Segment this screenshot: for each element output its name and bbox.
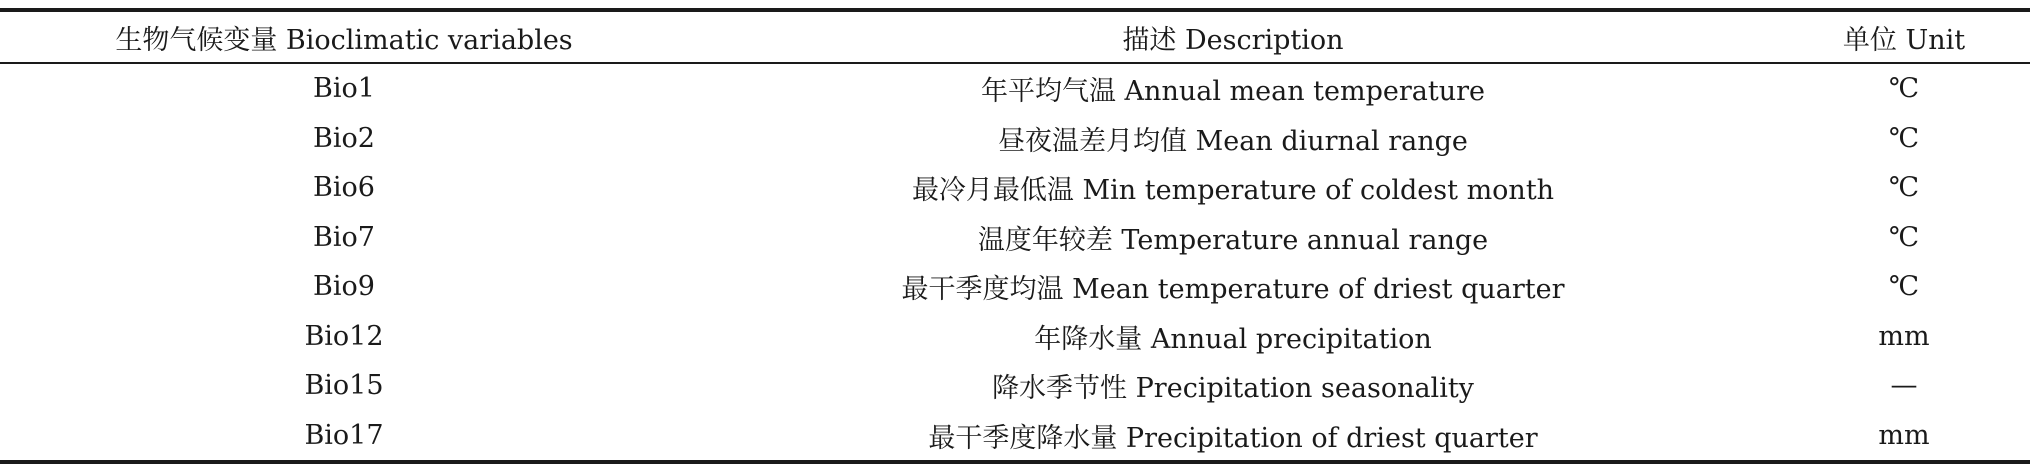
header-unit: 单位 Unit [1842, 24, 1966, 56]
cell-variable: Bio17 [304, 419, 384, 451]
table-row [0, 262, 2030, 312]
header-variable: 生物气候变量 Bioclimatic variables [115, 24, 573, 56]
cell-description: 昼夜温差月均值 Mean diurnal range [998, 125, 1468, 157]
cell-unit: ℃ [1888, 122, 1920, 154]
table-body [0, 63, 2030, 462]
cell-variable: Bio9 [313, 271, 375, 303]
cell-unit: — [1890, 370, 1918, 402]
cell-description: 温度年较差 Temperature annual range [977, 224, 1489, 256]
table-row [0, 213, 2030, 263]
cell-variable: Bio15 [304, 370, 384, 402]
cell-unit: ℃ [1888, 73, 1920, 105]
header-row [0, 10, 2030, 63]
cell-unit: mm [1878, 419, 1930, 451]
bioclimatic-variables-table [0, 8, 2030, 464]
table-row [0, 63, 2030, 114]
cell-unit: ℃ [1888, 172, 1920, 204]
table-row [0, 361, 2030, 411]
table-row [0, 312, 2030, 362]
bioclimatic-variables-table-container [0, 8, 2030, 464]
cell-unit: ℃ [1888, 271, 1920, 303]
cell-unit: ℃ [1888, 221, 1920, 253]
cell-description: 降水季节性 Precipitation seasonality [992, 373, 1474, 405]
cell-description: 年降水量 Annual precipitation [1034, 323, 1432, 355]
table-row [0, 411, 2030, 463]
cell-variable: Bio6 [313, 172, 375, 204]
cell-description: 最干季度均温 Mean temperature of driest quarter [901, 274, 1565, 306]
cell-variable: Bio2 [313, 122, 375, 154]
cell-variable: Bio1 [313, 73, 375, 105]
cell-variable: Bio12 [304, 320, 384, 352]
cell-unit: mm [1878, 320, 1930, 352]
cell-description: 年平均气温 Annual mean temperature [980, 76, 1486, 108]
cell-variable: Bio7 [313, 221, 375, 253]
table-row [0, 163, 2030, 213]
cell-description: 最干季度降水量 Precipitation of driest quarter [928, 422, 1538, 454]
cell-description: 最冷月最低温 Min temperature of coldest month [911, 175, 1555, 207]
table-row [0, 114, 2030, 164]
header-description: 描述 Description [1122, 24, 1344, 56]
table-header [0, 10, 2030, 63]
